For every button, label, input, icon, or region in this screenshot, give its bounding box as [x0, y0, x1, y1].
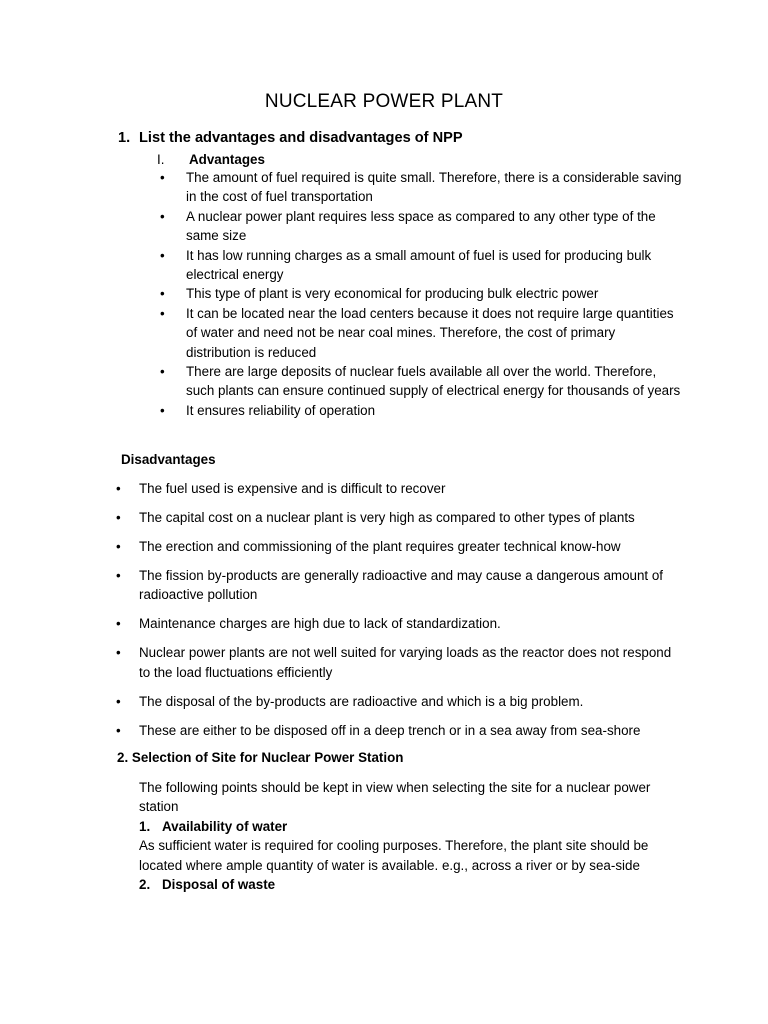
bullet-icon: • [160, 364, 165, 380]
bullet-icon: • [160, 402, 165, 418]
site-point-number: 2. [139, 877, 151, 893]
bullet-icon: • [116, 645, 121, 661]
disadvantage-text: The erection and commissioning of the plant requires greater technical know-how [139, 539, 621, 554]
disadvantage-item [0, 614, 768, 633]
bullet-icon: • [116, 481, 121, 496]
site-point-heading [139, 817, 679, 836]
section-1-heading [118, 128, 463, 148]
bullet-icon: • [116, 510, 121, 525]
advantage-text: The amount of fuel required is quite small. Therefore, there is a considerable saving in the cost of fuel transportation [186, 170, 682, 205]
bullet-icon: • [116, 568, 121, 583]
advantages-list [0, 168, 768, 420]
bullet-icon: • [116, 539, 121, 554]
advantage-item [0, 246, 768, 285]
bullet-icon: • [160, 170, 165, 185]
disadvantages-list [0, 479, 768, 750]
disadvantage-text: The disposal of the by-products are radioactive and which is a big problem. [139, 693, 584, 709]
site-point-text: As sufficient water is required for cooling purposes. Therefore, the plant site should be located where ample quantity of water is available. e.g., across a river or by sea-side [139, 838, 649, 873]
bullet-icon: • [160, 305, 165, 321]
disadvantage-text: The fuel used is expensive and is difficult to recover [139, 481, 446, 496]
advantages-number: I. [157, 152, 165, 167]
disadvantage-text: The capital cost on a nuclear plant is very high as compared to other types of plants [139, 510, 635, 525]
advantage-item [0, 362, 768, 401]
disadvantage-text: Maintenance charges are high due to lack of standardization. [139, 616, 501, 632]
disadvantage-item [0, 721, 768, 740]
bullet-icon: • [160, 208, 165, 224]
site-point-number: 1. [139, 818, 151, 834]
site-point-title: Availability of water [162, 818, 288, 834]
advantages-heading-text: Advantages [189, 152, 265, 167]
bullet-icon: • [116, 616, 121, 632]
disadvantage-item [0, 643, 768, 682]
disadvantage-text: These are either to be disposed off in a deep trench or in a sea away from sea-shore [139, 722, 641, 738]
advantage-text: This type of plant is very economical for producing bulk electric power [186, 286, 599, 302]
bullet-icon: • [116, 693, 121, 709]
disadvantage-item [0, 537, 768, 556]
section-1-heading-text: List the advantages and disadvantages of NPP [139, 130, 463, 146]
bullet-icon: • [160, 247, 165, 263]
disadvantage-item [0, 692, 768, 711]
advantage-text: It can be located near the load centers because it does not require large quantities of water and need not be near coal mines. Therefore, the cost of primary distribution is reduced [186, 305, 674, 360]
advantage-text: A nuclear power plant requires less space as compared to any other type of the same size [186, 208, 656, 244]
advantage-item [0, 207, 768, 246]
disadvantages-heading: Disadvantages [121, 452, 216, 467]
disadvantage-item [0, 566, 768, 605]
section-2-intro: The following points should be kept in view when selecting the site for a nuclear power station [139, 780, 651, 815]
bullet-icon: • [160, 286, 165, 302]
bullet-icon: • [116, 722, 121, 738]
disadvantage-text: Nuclear power plants are not well suited for varying loads as the reactor does not respond to the load fluctuations efficiently [139, 645, 672, 680]
section-2-heading: 2. Selection of Site for Nuclear Power Station [117, 750, 404, 765]
document-title: NUCLEAR POWER PLANT [264, 91, 504, 112]
advantage-text: There are large deposits of nuclear fuels available all over the world. Therefore, such plants can ensure continued supply of electrical energy for thousands of years [186, 364, 681, 399]
advantages-heading [157, 150, 265, 169]
advantage-item [0, 284, 768, 303]
disadvantage-item [0, 479, 768, 498]
advantage-item [0, 304, 768, 362]
disadvantage-text: The fission by-products are generally radioactive and may cause a dangerous amount of radioactive pollution [139, 568, 664, 603]
advantage-item [0, 401, 768, 420]
section-2-body [139, 778, 679, 894]
site-point-heading [139, 875, 679, 894]
section-1-number: 1. [118, 130, 131, 146]
advantage-text: It has low running charges as a small amount of fuel is used for producing bulk electrical energy [186, 247, 652, 283]
disadvantage-item [0, 508, 768, 527]
advantage-item [0, 168, 768, 207]
advantage-text: It ensures reliability of operation [186, 402, 376, 418]
site-point-title: Disposal of waste [162, 877, 276, 893]
